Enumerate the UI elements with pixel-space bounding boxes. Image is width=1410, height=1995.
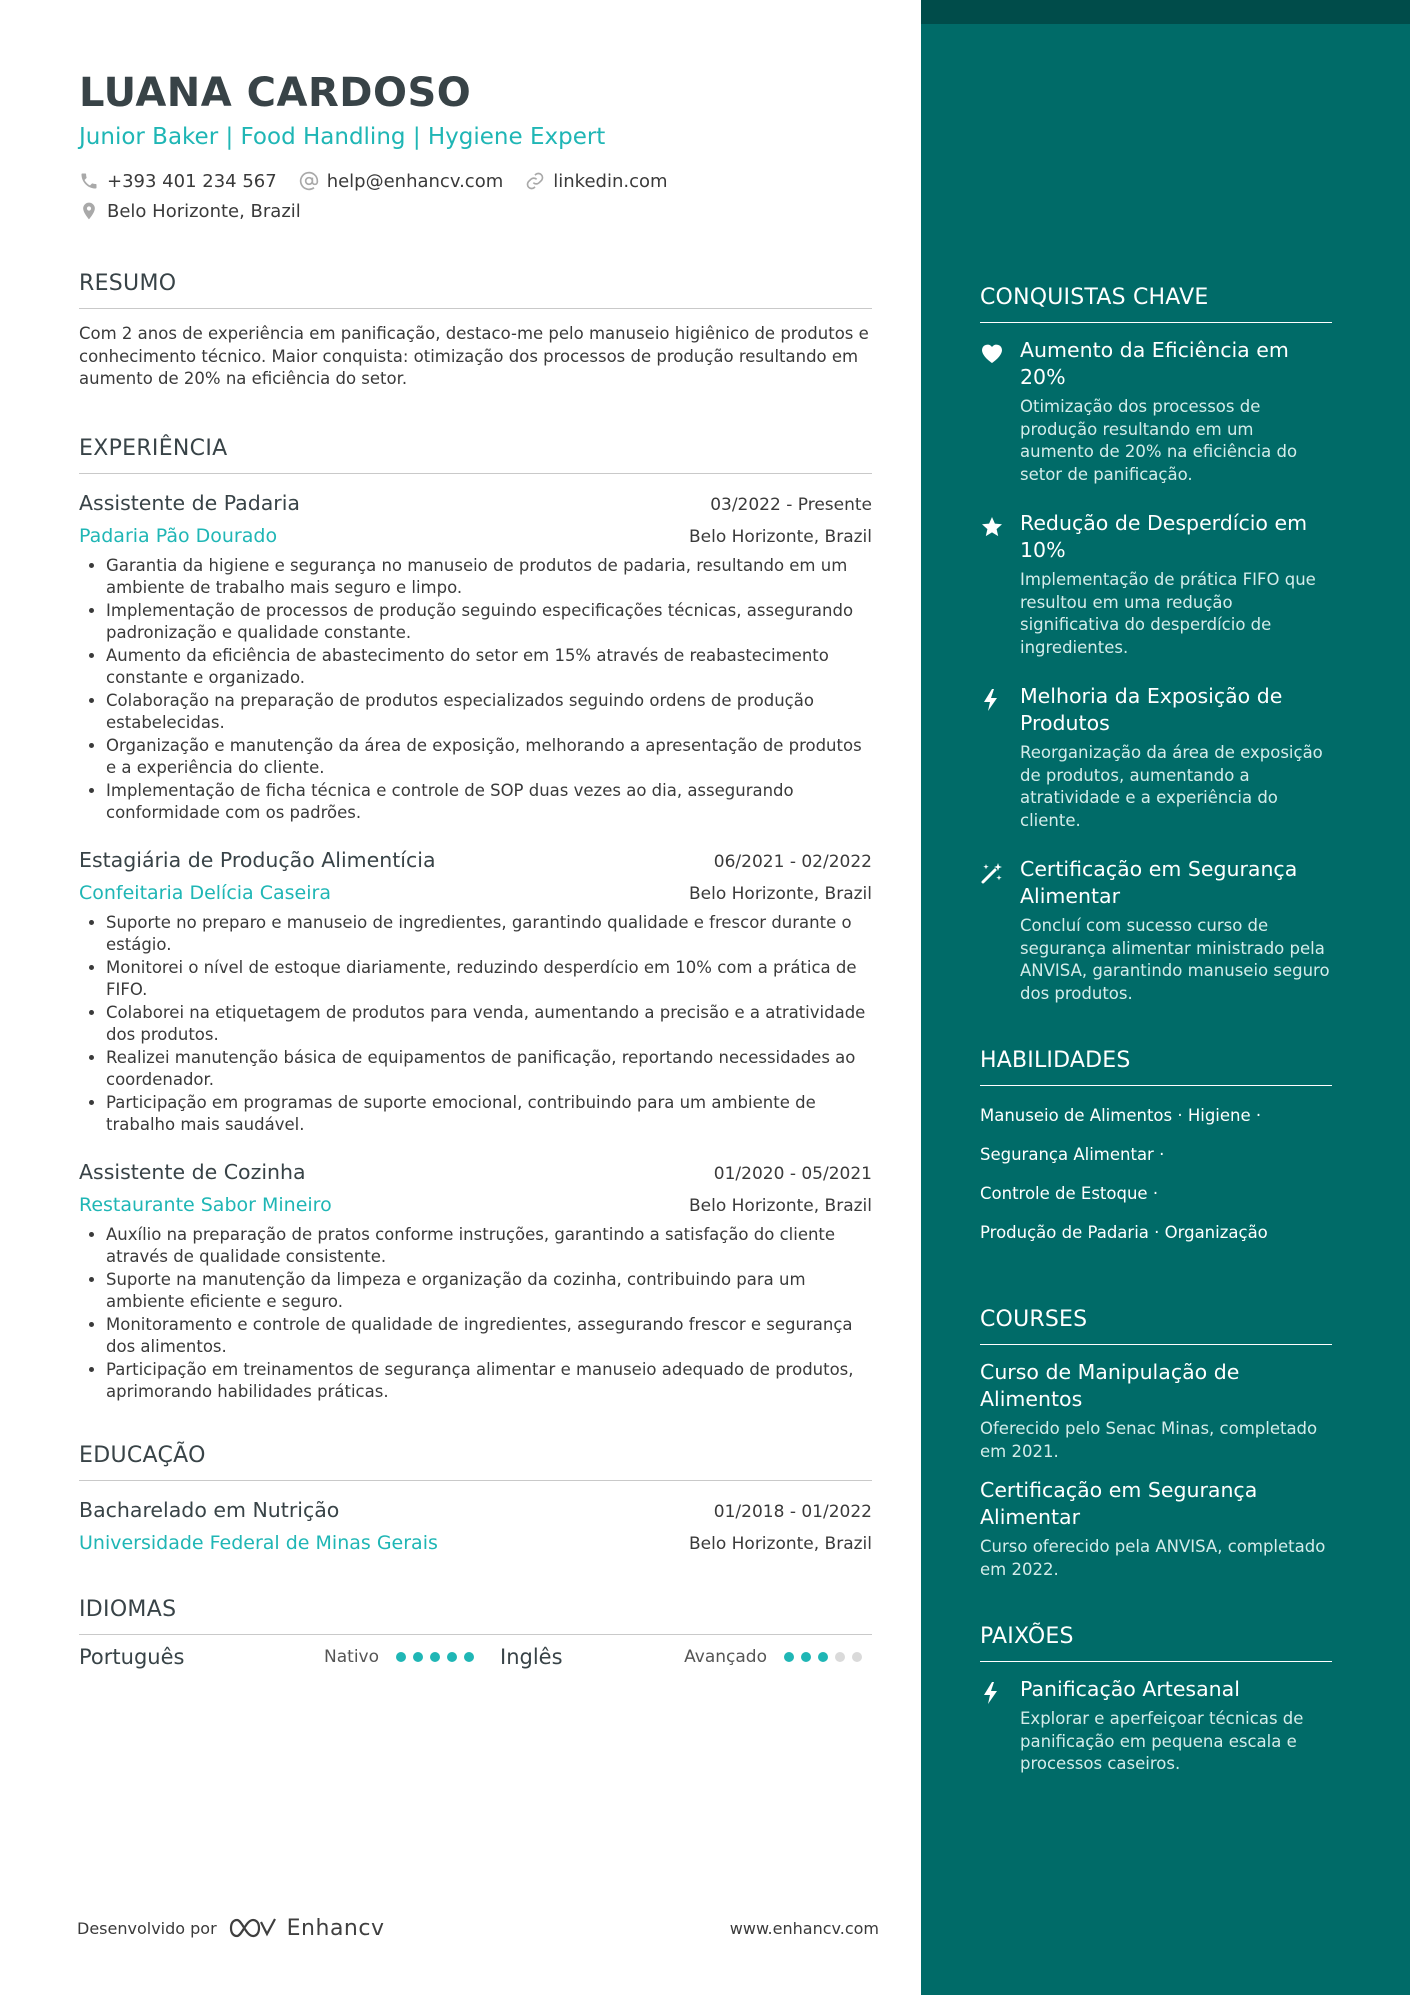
rating-dot-filled [447,1652,457,1662]
job-bullet: • Colaboração na preparação de produtos especializados seguindo ordens de produção estabelecidas. [106,690,872,735]
language-level: Avançado [684,1646,767,1667]
job-bullet: • Implementação de processos de produção seguindo especificações técnicas, assegurando padronização e qualidade constante. [106,600,872,645]
job-bullet: • Participação em treinamentos de segurança alimentar e manuseio adequado de produtos, aprimorando habilidades práticas. [106,1359,872,1404]
language-rating [784,1652,862,1662]
footer-developed-by: Desenvolvido por [77,1918,217,1938]
lightning-icon [980,1681,1002,1705]
job-location: Belo Horizonte, Brazil [688,526,872,547]
job-bullet: • Participação em programas de suporte emocional, contribuindo para um ambiente de trabalho mais saudável. [106,1092,872,1137]
rating-dot-filled [801,1652,811,1662]
course-item [980,1359,1332,1463]
job-bullet: • Implementação de ficha técnica e controle de SOP duas vezes ao dia, assegurando conformidade com os padrões. [106,780,872,825]
education-entry [79,1495,872,1558]
heart-icon [980,342,1004,364]
rating-dot-filled [396,1652,406,1662]
skills-section [980,1049,1332,1252]
phone-text: +393 401 234 567 [107,170,277,192]
phone-icon [79,171,99,191]
education-location: Belo Horizonte, Brazil [688,1533,872,1554]
star-icon [980,515,1004,539]
contact-email[interactable] [299,171,504,192]
job-bullet: • Garantia da higiene e segurança no manuseio de produtos de padaria, resultando em um ambiente de trabalho mais seguro e limpo. [106,555,872,600]
job-location: Belo Horizonte, Brazil [688,1195,872,1216]
rating-dot-filled [430,1652,440,1662]
candidate-name: LUANA CARDOSO [79,70,472,116]
link-icon [525,171,545,191]
education-section [79,1444,872,1558]
skill-line: Manuseio de Alimentos · Higiene · [980,1106,1262,1125]
language-rating [396,1652,474,1662]
passions-section [980,1625,1332,1776]
lightning-icon [980,688,1002,712]
linkedin-text[interactable]: linkedin.com [553,170,668,192]
footer-brand: Enhancv [286,1915,385,1941]
footer [77,1915,879,1941]
contact-info [79,166,872,226]
rating-dot-filled [464,1652,474,1662]
job-entry [79,1157,872,1404]
job-company: Confeitaria Delícia Caseira [79,881,331,904]
job-entry [79,488,872,825]
sidebar-top-band [921,0,1410,24]
achievement-desc: Reorganização da área de exposição de produtos, aumentando a atratividade e a experiência do cliente. [1020,743,1323,830]
main-column [79,68,872,1669]
achievement-title: Redução de Desperdício em 10% [1020,511,1308,562]
enhancv-logo-icon [229,1915,279,1941]
languages-section [79,1598,872,1669]
job-company: Padaria Pão Dourado [79,524,278,547]
location-pin-icon [79,201,99,221]
at-icon [299,171,319,191]
job-bullet: • Aumento da eficiência de abastecimento do setor em 15% através de reabastecimento constante e organizado. [106,645,872,690]
job-title: Estagiária de Produção Alimentícia [79,847,436,872]
education-degree: Bacharelado em Nutrição [79,1497,340,1522]
courses-section [980,1308,1332,1581]
achievement-item [980,856,1332,1005]
skill-line: Produção de Padaria · Organização [980,1223,1268,1242]
achievement-item [980,337,1332,486]
sidebar [921,0,1410,1995]
skills-title: HABILIDADES [980,1049,1332,1086]
passions-title: PAIXÕES [980,1625,1332,1662]
job-bullets [79,912,872,1137]
course-desc: Curso oferecido pela ANVISA, completado em 2022. [980,1537,1326,1579]
job-bullet: • Suporte no preparo e manuseio de ingredientes, garantindo qualidade e frescor durante o estágio. [106,912,872,957]
job-bullet: • Auxílio na preparação de pratos conforme instruções, garantindo a satisfação do cliente através de qualidade consistente. [106,1224,872,1269]
education-school: Universidade Federal de Minas Gerais [79,1531,438,1554]
achievements-section [980,286,1332,1005]
summary-title: RESUMO [79,272,872,309]
job-location: Belo Horizonte, Brazil [688,883,872,904]
achievement-title: Melhoria da Exposição de Produtos [1020,684,1283,735]
achievement-title: Certificação em Segurança Alimentar [1020,857,1298,908]
achievement-item [980,683,1332,832]
footer-credit [77,1915,384,1941]
language-name: Português [79,1644,185,1669]
job-title: Assistente de Cozinha [79,1159,306,1184]
job-bullet: • Organização e manutenção da área de exposição, melhorando a apresentação de produtos e a experiência do cliente. [106,735,872,780]
experience-section [79,437,872,1404]
passion-desc: Explorar e aperfeiçoar técnicas de panificação em pequena escala e processos caseiros. [1020,1709,1304,1773]
job-bullet: • Suporte na manutenção da limpeza e organização da cozinha, contribuindo para um ambiente eficiente e seguro. [106,1269,872,1314]
job-entry [79,845,872,1137]
skill-line: Segurança Alimentar · [980,1145,1165,1164]
education-title: EDUCAÇÃO [79,1444,872,1481]
job-title: Assistente de Padaria [79,490,300,515]
language-item [500,1645,872,1669]
course-item [980,1477,1332,1581]
sidebar-content [980,286,1332,1776]
rating-dot-filled [413,1652,423,1662]
contact-phone [79,171,277,192]
languages-title: IDIOMAS [79,1598,872,1635]
passion-item [980,1676,1332,1776]
job-bullet: • Monitorei o nível de estoque diariamente, reduzindo desperdício em 10% com a prática de FIFO. [106,957,872,1002]
course-title: Curso de Manipulação de Alimentos [980,1360,1240,1411]
rating-dot-filled [818,1652,828,1662]
education-date: 01/2018 - 01/2022 [713,1501,872,1522]
job-company: Restaurante Sabor Mineiro [79,1193,332,1216]
language-name: Inglês [500,1644,563,1669]
footer-website[interactable]: www.enhancv.com [729,1918,879,1938]
rating-dot-filled [784,1652,794,1662]
contact-linkedin[interactable] [525,171,667,192]
rating-dot-empty [852,1652,862,1662]
job-date: 01/2020 - 05/2021 [713,1163,872,1184]
course-desc: Oferecido pelo Senac Minas, completado em 2021. [980,1419,1318,1461]
courses-title: COURSES [980,1308,1332,1345]
job-bullet: • Colaborei na etiquetagem de produtos para venda, aumentando a precisão e a atratividade dos produtos. [106,1002,872,1047]
candidate-tagline: Junior Baker | Food Handling | Hygiene Expert [79,124,606,150]
contact-location [79,201,301,222]
achievement-item [980,510,1332,659]
magic-wand-icon [980,861,1004,885]
job-date: 06/2021 - 02/2022 [713,851,872,872]
job-date: 03/2022 - Presente [710,494,872,515]
course-title: Certificação em Segurança Alimentar [980,1478,1258,1529]
email-text[interactable]: help@enhancv.com [326,170,504,192]
job-bullets [79,555,872,825]
summary-text: Com 2 anos de experiência em panificação, destaco-me pelo manuseio higiênico de produtos e conhecimento técnico. Maior conquista: otimização dos processos de produção resultando em aumento de 20% na eficiência do setor. [79,324,869,388]
language-level: Nativo [324,1646,379,1667]
achievements-title: CONQUISTAS CHAVE [980,286,1332,323]
achievement-desc: Implementação de prática FIFO que resultou em uma redução significativa do desperdício de ingredientes. [1020,570,1316,657]
skills-list [980,1096,1332,1252]
achievement-desc: Otimização dos processos de produção resultando em um aumento de 20% na eficiência do setor de panificação. [1020,397,1298,484]
summary-section [79,272,872,391]
job-bullet: • Monitoramento e controle de qualidade de ingredientes, assegurando frescor e segurança dos alimentos. [106,1314,872,1359]
experience-title: EXPERIÊNCIA [79,437,872,474]
job-bullet: • Realizei manutenção básica de equipamentos de panificação, reportando necessidades ao coordenador. [106,1047,872,1092]
achievement-title: Aumento da Eficiência em 20% [1020,338,1289,389]
skill-line: Controle de Estoque · [980,1184,1159,1203]
job-bullets [79,1224,872,1404]
language-item [79,1645,500,1669]
rating-dot-empty [835,1652,845,1662]
achievement-desc: Concluí com sucesso curso de segurança alimentar ministrado pela ANVISA, garantindo manuseio seguro dos produtos. [1020,916,1330,1003]
location-text: Belo Horizonte, Brazil [107,200,301,222]
passion-title: Panificação Artesanal [1020,1677,1240,1701]
